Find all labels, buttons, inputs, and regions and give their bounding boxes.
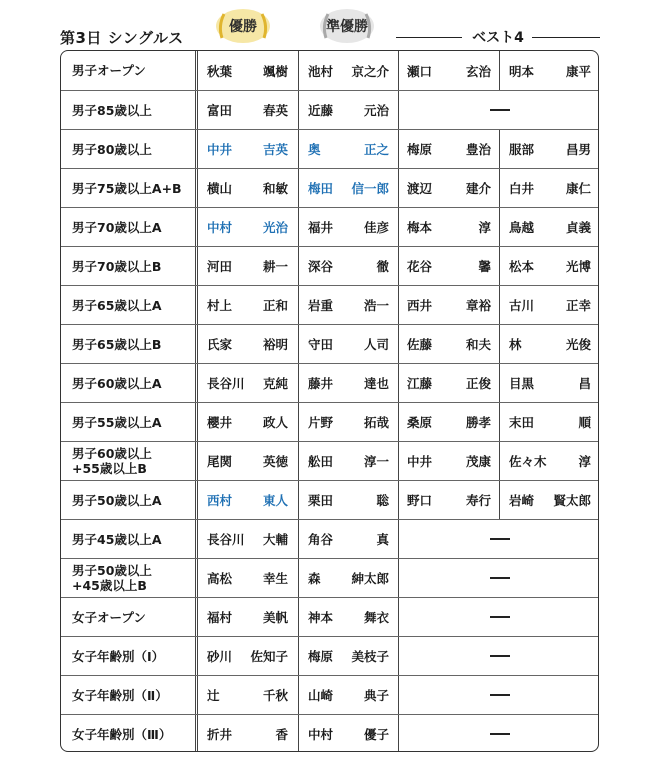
surname: 梅本 — [407, 220, 433, 235]
surname: 奥 — [308, 142, 321, 157]
surname: 林 — [509, 337, 522, 352]
runnerup-cell — [298, 403, 398, 441]
given-name: 人司 — [363, 337, 389, 352]
category-cell — [61, 715, 195, 752]
given-name: 建介 — [465, 181, 491, 196]
runnerup-cell — [298, 481, 398, 519]
winner-cell — [198, 286, 297, 324]
surname: 佐藤 — [407, 337, 433, 352]
given-name: 正幸 — [565, 298, 591, 313]
winner-cell — [198, 637, 297, 675]
winner-cell — [198, 325, 297, 363]
given-name: 克純 — [262, 376, 288, 391]
empty-best4 — [398, 637, 599, 675]
runnerup-cell — [298, 715, 398, 752]
given-name: 昌 — [578, 376, 591, 391]
best4-cell — [398, 403, 499, 441]
given-name: 吉英 — [262, 142, 288, 157]
given-name: 光治 — [262, 220, 288, 235]
runnerup-cell — [298, 286, 398, 324]
given-name: 真 — [376, 532, 389, 547]
table-row — [61, 324, 598, 363]
category-cell — [61, 130, 195, 168]
category-label: 男子65歳以上A — [72, 297, 162, 313]
given-name: 寿行 — [465, 493, 491, 508]
divider — [396, 37, 462, 38]
table-row — [61, 675, 598, 714]
surname: 江藤 — [407, 376, 433, 391]
runnerup-cell — [298, 442, 398, 480]
category-label: 男子オープン — [72, 63, 146, 78]
runnerup-cell — [298, 325, 398, 363]
given-name: 豊治 — [465, 142, 491, 157]
surname: 西村 — [207, 493, 233, 508]
category-cell — [61, 247, 195, 285]
surname: 岩崎 — [509, 493, 535, 508]
given-name: 千秋 — [262, 688, 288, 703]
best4-cell — [398, 442, 499, 480]
surname: 服部 — [509, 142, 535, 157]
winner-cell — [198, 364, 297, 402]
best4-header — [396, 27, 600, 47]
table-row — [61, 168, 598, 207]
runnerup-badge — [318, 8, 376, 44]
surname: 森 — [308, 571, 321, 586]
best4-cell — [398, 51, 499, 90]
surname: 村上 — [207, 298, 233, 313]
given-name: 英徳 — [262, 454, 288, 469]
surname: 藤井 — [308, 376, 334, 391]
surname: 梅原 — [308, 649, 334, 664]
empty-best4 — [398, 598, 599, 636]
best4-cell — [499, 481, 599, 519]
surname: 中村 — [308, 727, 334, 742]
best4-cell — [499, 364, 599, 402]
surname: 松本 — [509, 259, 535, 274]
best4-cell — [499, 403, 599, 441]
given-name: 達也 — [363, 376, 389, 391]
dash-mark — [490, 538, 510, 540]
given-name: 章裕 — [465, 298, 491, 313]
winner-badge — [214, 8, 272, 44]
table-row — [61, 246, 598, 285]
table-row — [61, 597, 598, 636]
category-cell — [61, 403, 195, 441]
best4-cell — [398, 325, 499, 363]
table-row — [61, 636, 598, 675]
given-name: 和敏 — [262, 181, 288, 196]
empty-best4 — [398, 559, 599, 597]
surname: 梅原 — [407, 142, 433, 157]
best4-cell — [398, 364, 499, 402]
category-label: 男子75歳以上A+B — [72, 180, 182, 196]
given-name: 元治 — [363, 103, 389, 118]
category-label: 男子60歳以上A — [72, 375, 162, 391]
empty-best4 — [398, 520, 599, 558]
category-cell — [61, 481, 195, 519]
surname: 古川 — [509, 298, 535, 313]
surname: 山崎 — [308, 688, 334, 703]
winner-label: 優勝 — [229, 19, 257, 35]
surname: 野口 — [407, 493, 433, 508]
dash-mark — [490, 109, 510, 111]
given-name: 光博 — [565, 259, 591, 274]
category-label: 男子45歳以上A — [72, 531, 162, 547]
category-label: 男子60歳以上 — [72, 446, 152, 461]
runnerup-cell — [298, 637, 398, 675]
given-name: 茂康 — [465, 454, 491, 469]
category-cell — [61, 208, 195, 246]
given-name: 淳一 — [363, 454, 389, 469]
surname: 秋葉 — [207, 63, 233, 79]
given-name: 順 — [578, 415, 591, 430]
given-name: 拓哉 — [363, 415, 389, 430]
given-name: 貞義 — [565, 220, 591, 235]
surname: 河田 — [207, 259, 233, 274]
surname: 中村 — [207, 220, 233, 235]
surname: 辻 — [207, 688, 220, 703]
winner-cell — [198, 91, 297, 129]
table-row — [61, 285, 598, 324]
surname: 梅田 — [308, 181, 334, 196]
table-row — [61, 363, 598, 402]
given-name: 聡 — [376, 493, 389, 508]
runnerup-cell — [298, 559, 398, 597]
winner-cell — [198, 208, 297, 246]
category-label: 男子55歳以上A — [72, 414, 162, 430]
given-name: 正和 — [262, 298, 288, 313]
surname: 長谷川 — [207, 532, 245, 547]
category-cell — [61, 364, 195, 402]
category-label: 女子年齢別（Ⅰ） — [72, 648, 165, 664]
given-name: 淳 — [478, 220, 491, 235]
winner-cell — [198, 715, 297, 752]
category-cell — [61, 442, 195, 480]
category-label: 男子65歳以上B — [72, 336, 162, 352]
surname: 桑原 — [407, 415, 433, 430]
surname: 栗田 — [308, 493, 334, 508]
given-name: 浩一 — [363, 298, 389, 313]
dash-mark — [490, 655, 510, 657]
surname: 守田 — [308, 337, 334, 352]
surname: 白井 — [509, 181, 535, 196]
given-name: 香 — [275, 727, 288, 742]
surname: 砂川 — [207, 649, 233, 664]
best4-label: ベスト4 — [472, 30, 524, 46]
category-label: 女子年齢別（Ⅲ） — [72, 726, 172, 742]
given-name: 馨 — [478, 259, 491, 274]
surname: 福村 — [207, 610, 233, 625]
surname: 池村 — [308, 63, 334, 79]
given-name: 典子 — [363, 688, 389, 703]
surname: 中井 — [407, 454, 433, 469]
surname: 渡辺 — [407, 181, 433, 196]
dash-mark — [490, 694, 510, 696]
best4-cell — [499, 208, 599, 246]
dash-mark — [490, 733, 510, 735]
best4-cell — [499, 442, 599, 480]
best4-cell — [499, 51, 599, 90]
category-cell — [61, 676, 195, 714]
surname: 瀬口 — [407, 63, 433, 79]
best4-cell — [499, 169, 599, 207]
surname: 片野 — [308, 415, 334, 430]
surname: 明本 — [509, 63, 535, 79]
runnerup-cell — [298, 364, 398, 402]
winner-cell — [198, 676, 297, 714]
given-name: 勝孝 — [465, 415, 491, 430]
given-name: 政人 — [262, 415, 288, 430]
runnerup-cell — [298, 598, 398, 636]
table-row — [61, 714, 598, 752]
category-label: 男子50歳以上 — [72, 563, 152, 578]
runnerup-cell — [298, 91, 398, 129]
best4-cell — [499, 130, 599, 168]
table-row — [61, 519, 598, 558]
given-name: 徹 — [376, 259, 389, 274]
runnerup-cell — [298, 520, 398, 558]
surname: 櫻井 — [207, 415, 233, 430]
best4-cell — [398, 286, 499, 324]
divider — [532, 37, 600, 38]
table-row — [61, 129, 598, 168]
category-cell — [61, 520, 195, 558]
best4-cell — [398, 481, 499, 519]
winner-cell — [198, 247, 297, 285]
table-row — [61, 402, 598, 441]
given-name: 春英 — [262, 103, 288, 118]
surname: 舩田 — [308, 454, 334, 469]
empty-best4 — [398, 715, 599, 752]
category-label: 男子70歳以上B — [72, 258, 162, 274]
category-cell — [61, 559, 195, 597]
given-name: 昌男 — [565, 142, 591, 157]
surname: 横山 — [207, 181, 233, 196]
given-name: 正之 — [363, 142, 389, 157]
page-title: 第3日 シングルス — [60, 29, 184, 47]
surname: 西井 — [407, 298, 433, 313]
category-cell — [61, 91, 195, 129]
table-row — [61, 90, 598, 129]
given-name: 淳 — [578, 454, 591, 469]
best4-cell — [398, 169, 499, 207]
category-label: 男子85歳以上 — [72, 102, 152, 118]
runnerup-cell — [298, 676, 398, 714]
surname: 角谷 — [308, 532, 334, 547]
category-cell — [61, 325, 195, 363]
table-row — [61, 558, 598, 597]
category-cell — [61, 637, 195, 675]
surname: 尾関 — [207, 454, 233, 469]
category-label: 男子80歳以上 — [72, 141, 152, 157]
given-name: 佳彦 — [363, 220, 389, 235]
runnerup-cell — [298, 208, 398, 246]
given-name: 美枝子 — [351, 649, 389, 664]
given-name: 紳太郎 — [351, 571, 389, 586]
surname: 花谷 — [407, 259, 433, 274]
empty-best4 — [398, 676, 599, 714]
dash-mark — [490, 616, 510, 618]
best4-cell — [499, 247, 599, 285]
winner-cell — [198, 169, 297, 207]
surname: 目黒 — [509, 376, 535, 391]
runnerup-cell — [298, 130, 398, 168]
best4-cell — [398, 130, 499, 168]
category-cell — [61, 286, 195, 324]
surname: 長谷川 — [207, 376, 245, 391]
best4-cell — [499, 286, 599, 324]
given-name: 耕一 — [262, 259, 288, 274]
category-label: 男子50歳以上A — [72, 492, 162, 508]
given-name: 大輔 — [262, 532, 288, 547]
winner-cell — [198, 481, 297, 519]
runnerup-cell — [298, 51, 398, 90]
best4-cell — [398, 208, 499, 246]
surname: 深谷 — [308, 259, 334, 274]
surname: 福井 — [308, 220, 334, 235]
winner-cell — [198, 598, 297, 636]
category-label: +45歳以上B — [72, 578, 147, 593]
winner-cell — [198, 520, 297, 558]
winner-cell — [198, 442, 297, 480]
given-name: 康平 — [565, 63, 591, 79]
given-name: 舞衣 — [363, 610, 389, 625]
surname: 近藤 — [308, 103, 334, 118]
runnerup-label: 準優勝 — [326, 19, 368, 35]
surname: 岩重 — [308, 298, 334, 313]
best4-cell — [499, 325, 599, 363]
given-name: 裕明 — [262, 337, 288, 352]
dash-mark — [490, 577, 510, 579]
surname: 折井 — [207, 727, 233, 742]
category-label: 男子70歳以上A — [72, 219, 162, 235]
surname: 中井 — [207, 142, 233, 157]
given-name: 京之介 — [351, 63, 389, 79]
given-name: 正俊 — [465, 376, 491, 391]
given-name: 玄治 — [465, 63, 491, 79]
given-name: 優子 — [363, 727, 389, 742]
winner-cell — [198, 403, 297, 441]
surname: 佐々木 — [509, 454, 547, 469]
category-cell — [61, 169, 195, 207]
given-name: 賢太郎 — [553, 493, 591, 508]
table-row — [61, 441, 598, 480]
category-label: +55歳以上B — [72, 461, 147, 476]
given-name: 和夫 — [465, 337, 491, 352]
surname: 神本 — [308, 610, 334, 625]
given-name: 東人 — [262, 493, 288, 508]
winner-cell — [198, 51, 297, 90]
best4-cell — [398, 247, 499, 285]
surname: 鳥越 — [509, 220, 535, 235]
winner-cell — [198, 559, 297, 597]
given-name: 美帆 — [262, 610, 288, 625]
table-row — [61, 480, 598, 519]
runnerup-cell — [298, 169, 398, 207]
category-label: 女子オープン — [72, 609, 146, 625]
surname: 富田 — [207, 103, 233, 118]
table-row — [61, 51, 598, 90]
surname: 末田 — [509, 415, 535, 430]
surname: 高松 — [207, 571, 233, 586]
category-label: 女子年齢別（Ⅱ） — [72, 687, 168, 703]
surname: 氏家 — [207, 337, 233, 352]
given-name: 幸生 — [262, 571, 288, 586]
given-name: 光俊 — [565, 337, 591, 352]
runnerup-cell — [298, 247, 398, 285]
given-name: 康仁 — [565, 181, 591, 196]
given-name: 佐知子 — [250, 649, 288, 664]
given-name: 信一郎 — [351, 181, 389, 196]
results-table — [60, 50, 599, 752]
empty-best4 — [398, 91, 599, 129]
table-row — [61, 207, 598, 246]
category-cell — [61, 51, 195, 90]
winner-cell — [198, 130, 297, 168]
category-cell — [61, 598, 195, 636]
given-name: 颯樹 — [262, 63, 288, 79]
